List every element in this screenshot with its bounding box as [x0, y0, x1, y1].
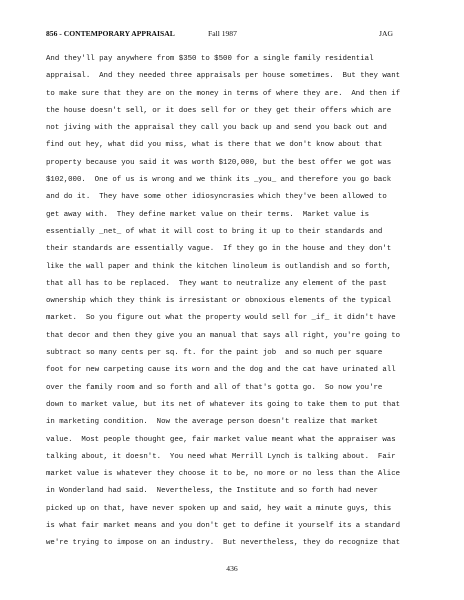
text-line: down to market value, but its net of whatever its going to take them to put that: [46, 400, 401, 409]
text-line: essentially _net_ of what it will cost to bring it up to their standards and: [46, 227, 383, 236]
text-line: over the family room and so forth and all of that's gotta go. So now you're: [46, 383, 383, 392]
footer-page-number: 436: [226, 564, 238, 573]
text-line: not jiving with the appraisal they call you back up and send you back out and: [46, 124, 387, 133]
text-line: ownership which they think is irresistant or obnoxious elements of the typical: [46, 297, 392, 306]
text-line: market value is whatever they choose it to be, no more or no less than the Alice: [46, 470, 401, 479]
running-header: [46, 29, 418, 41]
text-line: And they'll pay anywhere from $350 to $500 for a single family residential: [46, 55, 374, 63]
text-line: value. Most people thought gee, fair market value meant what the appraiser was: [46, 435, 396, 444]
text-line: that decor and then they give you an manual that says all right, you're going to: [46, 331, 401, 340]
transcript-body: [46, 51, 426, 553]
text-line: appraisal. And they needed three appraisals per house sometimes. But they want: [46, 72, 401, 81]
header-title: CONTEMPORARY APPRAISAL: [63, 29, 175, 38]
text-line: picked up on that, have never spoken up and said, hey wait a minute guys, this: [46, 504, 392, 513]
text-line: subtract so many cents per sq. ft. for the paint job and so much per square: [46, 349, 383, 358]
header-separator: -: [57, 29, 64, 38]
text-line: like the wall paper and think the kitchen linoleum is outlandish and so forth,: [46, 262, 392, 271]
text-line: $102,000. One of us is wrong and we think its _you_ and therefore you go back: [46, 176, 392, 185]
header-journal-title: [46, 29, 175, 38]
header-page-number: 856: [46, 29, 58, 38]
text-line: in marketing condition. Now the average person doesn't realize that market: [46, 418, 378, 427]
header-initials: JAG: [379, 29, 393, 38]
text-line: that all has to be replaced. They want to neutralize any element of the past: [46, 279, 387, 288]
text-line: we're trying to impose on an industry. But nevertheless, they do recognize that: [46, 539, 401, 548]
text-line: foot for new carpeting cause its worn and the dog and the cat have urinated all: [46, 366, 396, 375]
text-line: their standards are essentially vague. If they go in the house and they don't: [46, 245, 392, 254]
text-line: find out hey, what did you miss, what is there that we don't know about that: [46, 141, 383, 150]
text-line: talking about, it doesn't. You need what Merrill Lynch is talking about. Fair: [46, 452, 396, 461]
text-line: the house doesn't sell, or it does sell for or they get their offers which are: [46, 106, 392, 115]
text-line: market. So you figure out what the property would sell for _if_ it didn't have: [46, 314, 396, 323]
text-line: is what fair market means and you don't get to define it yourself its a standard: [46, 522, 401, 531]
text-line: in Wonderland had said. Nevertheless, the Institute and so forth had never: [46, 487, 378, 496]
text-line: property because you said it was worth $120,000, but the best offer we got was: [46, 158, 392, 167]
text-line: to make sure that they are on the money in terms of where they are. And then if: [46, 89, 401, 98]
text-line: get away with. They define market value on their terms. Market value is: [46, 210, 370, 219]
text-line: and do it. They have some other idiosyncrasies which they've been allowed to: [46, 193, 387, 202]
header-issue: Fall 1987: [208, 29, 237, 38]
